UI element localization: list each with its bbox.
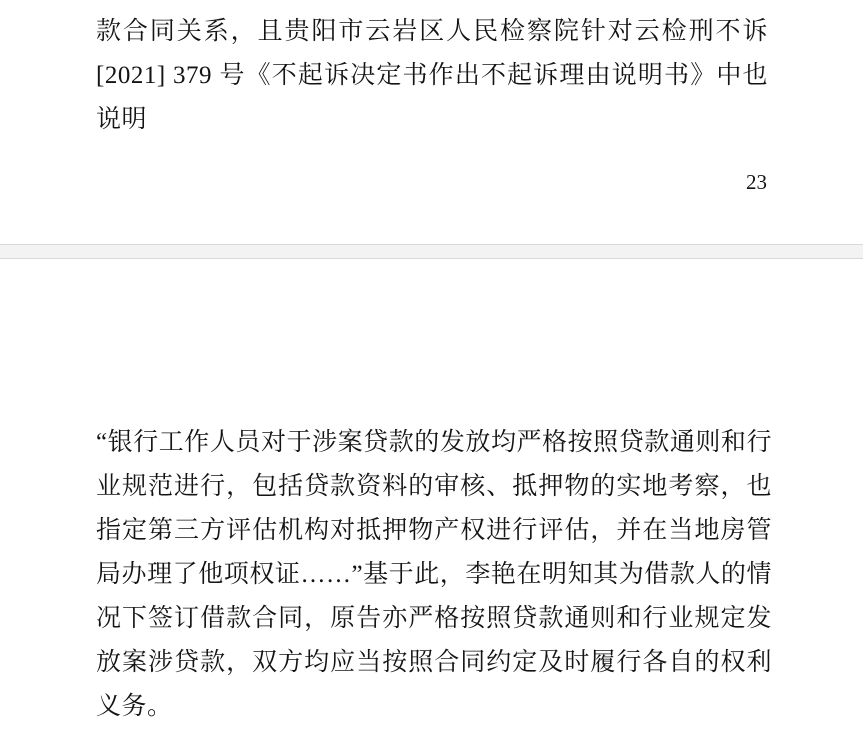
- paragraph-continuation: 款合同关系，且贵阳市云岩区人民检察院针对云检刑不诉[2021] 379 号《不起诉决定书作出不起诉理由说明书》中也说明: [96, 18, 768, 133]
- paragraph-quote-body: “银行工作人员对于涉案贷款的发放均严格按照贷款通则和行业规范进行，包括贷款资料的审核、抵押物的实地考察，也指定第三方评估机构对抵押物产权进行评估，并在当地房管局办理了他项权证……”基于此，李艳在明知其为借款人的情况下签订借款合同，原告亦严格按照贷款通则和行业规定发放案涉贷款，双方均应当按照合同约定及时履行各自的权利义务。: [96, 429, 772, 720]
- page-separator-gap: [0, 245, 863, 258]
- page-number: 23: [746, 170, 767, 194]
- document-page-lower: [0, 259, 863, 720]
- document-page-upper: [0, 0, 863, 244]
